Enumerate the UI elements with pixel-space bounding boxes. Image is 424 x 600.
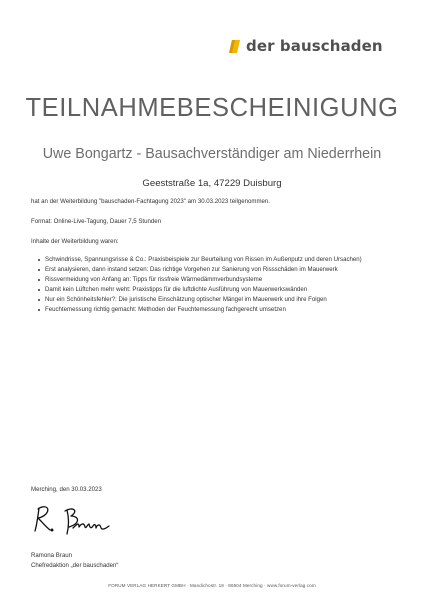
list-item: Damit kein Lüftchen mehr weht: Praxistipps für die luftdichte Ausführung von Mauerwerkswänden <box>38 286 406 294</box>
brand-logo <box>229 37 383 55</box>
place-date: Merching, den 30.03.2023 <box>31 486 102 493</box>
handwritten-signature <box>29 500 121 540</box>
brand-mark-icon <box>229 40 240 53</box>
participant-name: Uwe Bongartz - Bausachverständiger am Niederrhein <box>42 146 382 162</box>
participant-address: Geeststraße 1a, 47229 Duisburg <box>142 178 282 189</box>
brand-name: der bauschaden <box>246 37 383 55</box>
attendance-statement: hat an der Weiterbildung "bauschaden-Fachtagung 2023" am 30.03.2023 teilgenommen. <box>31 198 270 205</box>
list-item: Rissvermeidung von Anfang an: Tipps für rissfreie Wärmedämmverbundsysteme <box>38 276 406 284</box>
list-item: Schwindrisse, Spannungsrisse & Co.: Praxisbeispiele zur Beurteilung von Rissen im Außenputz und deren Ursachen) <box>38 256 406 264</box>
signatory-name: Ramona Braun <box>31 552 72 559</box>
contents-heading: Inhalte der Weiterbildung waren: <box>31 238 119 245</box>
footer-text: FORUM VERLAG HERKERT GMBH · Mandichostr. 18 · 86504 Merching · www.forum-verlag.com <box>108 583 316 588</box>
list-item: Feuchtemessung richtig gemacht: Methoden der Feuchtemessung fachgerecht umsetzen <box>38 306 406 314</box>
contents-list <box>38 256 406 316</box>
signatory-role: Chefredaktion „der bauschaden“ <box>31 562 119 569</box>
format-line: Format: Online-Live-Tagung, Dauer 7,5 Stunden <box>31 218 162 225</box>
list-item: Nur ein Schönheitsfehler?: Die juristische Einschätzung optischer Mängel im Mauerwerk und ihre Folgen <box>38 296 406 304</box>
certificate-title: TEILNAHMEBESCHEINIGUNG <box>25 94 399 122</box>
list-item: Erst analysieren, dann instand setzen: Das richtige Vorgehen zur Sanierung von Rissschäden im Mauerwerk <box>38 266 406 274</box>
